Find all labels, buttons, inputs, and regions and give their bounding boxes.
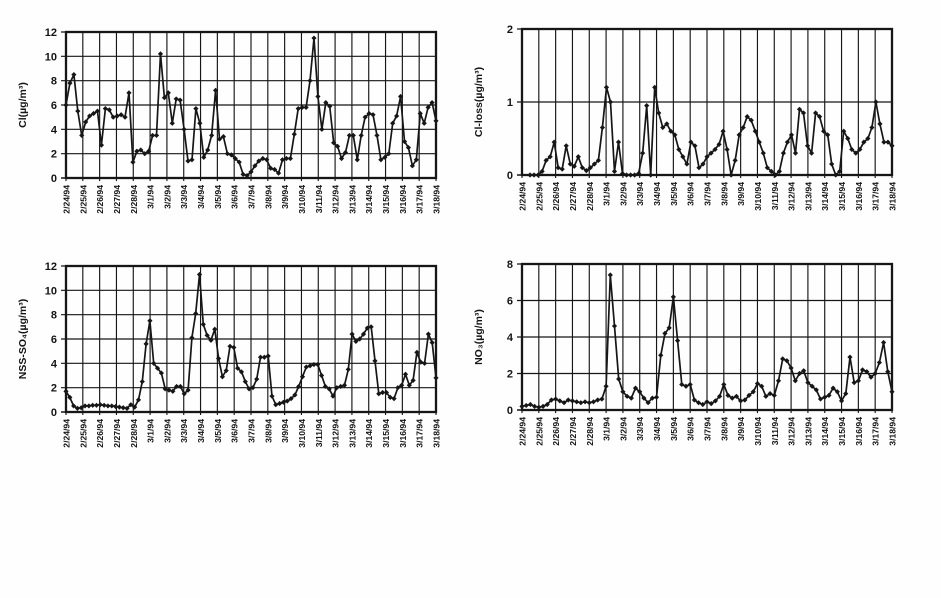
data-point-marker xyxy=(658,353,663,358)
data-point-marker xyxy=(102,403,107,408)
data-point-marker xyxy=(115,113,120,118)
chart-cl xyxy=(14,16,461,256)
x-tick-label: 3/2/94 xyxy=(162,419,173,443)
x-tick-label: 3/17/94 xyxy=(414,185,425,214)
data-point-marker xyxy=(103,106,108,111)
x-tick-label: 3/1/94 xyxy=(145,419,156,443)
data-point-marker xyxy=(98,402,103,407)
y-tick-label: 2 xyxy=(50,382,57,395)
x-tick-label: 3/18/94 xyxy=(887,417,898,446)
data-point-marker xyxy=(121,405,126,410)
x-tick-label: 3/1/94 xyxy=(601,182,612,206)
x-tick-label: 3/8/94 xyxy=(263,419,274,443)
x-tick-label: 3/17/94 xyxy=(414,419,425,448)
data-point-marker xyxy=(359,133,364,138)
x-tick-label: 2/27/94 xyxy=(111,419,122,448)
x-tick-label: 3/16/94 xyxy=(397,185,408,214)
x-tick-label: 3/6/94 xyxy=(229,185,240,209)
y-tick-label: 0 xyxy=(506,405,513,417)
x-tick-label: 3/12/94 xyxy=(330,185,341,214)
y-tick-label: 0 xyxy=(50,407,57,419)
data-point-marker xyxy=(433,375,438,380)
x-tick-label: 2/24/94 xyxy=(517,182,528,211)
chart-no3 xyxy=(470,248,917,488)
data-point-marker xyxy=(422,121,427,126)
data-point-marker xyxy=(254,377,259,382)
data-point-marker xyxy=(847,354,852,359)
x-tick-label: 3/16/94 xyxy=(397,419,408,448)
x-tick-label: 3/16/94 xyxy=(853,182,864,211)
data-point-marker xyxy=(612,323,617,328)
x-tick-label: 3/4/94 xyxy=(652,182,663,206)
x-tick-label: 3/8/94 xyxy=(263,185,274,209)
data-point-marker xyxy=(67,81,72,86)
x-tick-label: 3/9/94 xyxy=(280,185,291,209)
data-point-marker xyxy=(608,99,613,104)
data-point-marker xyxy=(94,403,99,408)
data-point-marker xyxy=(873,99,878,104)
data-point-marker xyxy=(178,98,183,103)
y-tick-label: 8 xyxy=(50,309,57,322)
data-point-marker xyxy=(71,72,76,77)
data-point-marker xyxy=(307,78,312,83)
data-point-marker xyxy=(63,102,68,107)
data-point-marker xyxy=(300,374,305,379)
data-point-marker xyxy=(426,332,431,337)
data-point-marker xyxy=(582,399,587,404)
nss-so4-timeseries-chart xyxy=(14,250,461,490)
y-tick-label: 4 xyxy=(506,332,513,344)
data-point-marker xyxy=(113,404,118,409)
data-point-marker xyxy=(212,327,217,332)
x-tick-label: 3/5/94 xyxy=(212,419,223,443)
x-tick-label: 2/24/94 xyxy=(61,419,72,448)
x-tick-label: 3/14/94 xyxy=(820,417,831,446)
y-tick-label: 4 xyxy=(50,124,57,137)
data-point-marker xyxy=(433,118,438,123)
data-point-marker xyxy=(170,121,175,126)
data-point-marker xyxy=(292,132,297,137)
y-tick-label: 4 xyxy=(50,358,57,371)
y-tick-label: 6 xyxy=(50,334,57,346)
x-tick-label: 3/5/94 xyxy=(668,417,679,441)
x-tick-label: 3/3/94 xyxy=(635,417,646,441)
data-point-marker xyxy=(829,161,834,166)
y-tick-label: 6 xyxy=(50,100,57,112)
x-tick-label: 3/4/94 xyxy=(196,419,207,443)
data-point-marker xyxy=(869,125,874,130)
x-tick-label: 2/24/94 xyxy=(517,417,528,446)
data-point-marker xyxy=(241,172,246,177)
y-axis-title: NSS-SO₄(µg/m³) xyxy=(17,298,29,380)
data-point-marker xyxy=(374,133,379,138)
x-tick-label: 3/11/94 xyxy=(313,185,324,214)
x-tick-label: 3/1/94 xyxy=(145,185,156,209)
data-point-marker xyxy=(75,108,80,113)
data-point-marker xyxy=(430,340,435,345)
y-tick-label: 8 xyxy=(506,259,513,271)
data-point-marker xyxy=(418,111,423,116)
x-tick-label: 3/11/94 xyxy=(313,419,324,448)
x-tick-label: 3/2/94 xyxy=(618,417,629,441)
data-point-marker xyxy=(319,373,324,378)
data-point-marker xyxy=(304,105,309,110)
x-tick-label: 2/27/94 xyxy=(567,417,578,446)
x-tick-label: 3/2/94 xyxy=(162,185,173,209)
x-tick-label: 3/13/94 xyxy=(347,185,358,214)
x-tick-label: 2/27/94 xyxy=(111,185,122,214)
data-point-marker xyxy=(296,106,301,111)
data-point-marker xyxy=(761,151,766,156)
y-axis-title: NO₃(µg/m³) xyxy=(473,309,485,365)
data-point-marker xyxy=(181,127,186,132)
data-point-marker xyxy=(524,403,529,408)
x-tick-label: 3/15/94 xyxy=(837,182,848,211)
data-point-marker xyxy=(355,157,360,162)
x-tick-label: 2/25/94 xyxy=(78,185,89,214)
data-point-marker xyxy=(725,147,730,152)
data-point-marker xyxy=(640,151,645,156)
y-tick-label: 2 xyxy=(506,24,513,36)
x-tick-label: 2/28/94 xyxy=(128,419,139,448)
data-point-marker xyxy=(793,151,798,156)
data-point-marker xyxy=(193,311,198,316)
x-tick-label: 2/26/94 xyxy=(551,417,562,446)
data-point-marker xyxy=(315,362,320,367)
x-tick-label: 3/16/94 xyxy=(853,417,864,446)
x-tick-label: 2/26/94 xyxy=(551,182,562,211)
x-tick-label: 2/26/94 xyxy=(95,185,106,214)
data-line xyxy=(530,87,892,175)
data-point-marker xyxy=(174,96,179,101)
data-point-marker xyxy=(616,140,621,145)
x-tick-label: 3/8/94 xyxy=(719,182,730,206)
x-tick-label: 3/11/94 xyxy=(769,182,780,211)
x-tick-label: 2/28/94 xyxy=(584,182,595,211)
data-point-marker xyxy=(311,35,316,40)
data-point-marker xyxy=(370,112,375,117)
y-axis-title: Cl(µg/m³) xyxy=(17,82,29,128)
x-tick-label: 3/18/94 xyxy=(887,182,898,211)
x-tick-label: 3/7/94 xyxy=(246,419,257,443)
data-point-marker xyxy=(603,384,608,389)
data-point-marker xyxy=(193,106,198,111)
x-tick-label: 3/6/94 xyxy=(685,182,696,206)
x-tick-label: 2/27/94 xyxy=(567,182,578,211)
x-tick-label: 2/25/94 xyxy=(534,182,545,211)
data-point-marker xyxy=(209,133,214,138)
x-tick-label: 2/25/94 xyxy=(534,417,545,446)
data-point-marker xyxy=(675,338,680,343)
x-tick-label: 3/10/94 xyxy=(296,185,307,214)
x-tick-label: 3/4/94 xyxy=(652,417,663,441)
x-tick-label: 2/26/94 xyxy=(95,419,106,448)
cl-timeseries-chart xyxy=(14,16,461,256)
x-tick-label: 3/12/94 xyxy=(786,182,797,211)
y-tick-label: 0 xyxy=(506,170,513,182)
data-point-marker xyxy=(574,399,579,404)
x-tick-label: 3/3/94 xyxy=(635,182,646,206)
data-point-marker xyxy=(140,379,145,384)
data-point-marker xyxy=(604,85,609,90)
x-tick-label: 3/5/94 xyxy=(212,185,223,209)
data-point-marker xyxy=(576,154,581,159)
x-tick-label: 3/14/94 xyxy=(364,185,375,214)
y-tick-label: 8 xyxy=(50,75,57,88)
data-point-marker xyxy=(134,149,139,154)
data-point-marker xyxy=(288,156,293,161)
data-point-marker xyxy=(519,404,524,409)
x-tick-label: 3/2/94 xyxy=(618,182,629,206)
data-point-marker xyxy=(781,151,786,156)
cl-loss-timeseries-chart xyxy=(470,13,917,253)
data-point-marker xyxy=(729,172,734,177)
chart-nss-so4 xyxy=(14,250,461,490)
data-point-marker xyxy=(216,356,221,361)
x-tick-label: 3/13/94 xyxy=(347,419,358,448)
x-tick-label: 3/15/94 xyxy=(837,417,848,446)
y-tick-label: 10 xyxy=(44,51,57,64)
data-point-marker xyxy=(197,272,202,277)
data-point-marker xyxy=(889,389,894,394)
chart-cl-loss xyxy=(470,13,917,253)
x-tick-label: 3/11/94 xyxy=(769,417,780,446)
data-point-marker xyxy=(225,151,230,156)
x-tick-label: 3/4/94 xyxy=(196,185,207,209)
data-point-marker xyxy=(403,372,408,377)
x-tick-label: 3/3/94 xyxy=(179,419,190,443)
x-tick-label: 3/6/94 xyxy=(685,417,696,441)
data-point-marker xyxy=(268,166,273,171)
y-tick-label: 12 xyxy=(44,261,57,273)
y-tick-label: 2 xyxy=(506,368,513,381)
y-tick-label: 10 xyxy=(44,285,57,298)
data-point-marker xyxy=(79,133,84,138)
x-tick-label: 3/13/94 xyxy=(803,417,814,446)
data-point-marker xyxy=(185,158,190,163)
x-tick-label: 3/1/94 xyxy=(601,417,612,441)
x-tick-label: 2/24/94 xyxy=(61,185,72,214)
data-point-marker xyxy=(720,129,725,134)
data-point-marker xyxy=(117,405,122,410)
data-point-marker xyxy=(877,360,882,365)
data-point-marker xyxy=(189,335,194,340)
x-tick-label: 3/9/94 xyxy=(736,417,747,441)
data-point-marker xyxy=(189,157,194,162)
x-tick-label: 3/3/94 xyxy=(179,185,190,209)
data-point-marker xyxy=(578,400,583,405)
x-tick-label: 3/10/94 xyxy=(296,419,307,448)
data-point-marker xyxy=(644,103,649,108)
data-point-marker xyxy=(154,133,159,138)
x-tick-label: 3/14/94 xyxy=(820,182,831,211)
data-point-marker xyxy=(109,403,114,408)
data-point-marker xyxy=(608,272,613,277)
x-tick-label: 3/18/94 xyxy=(431,419,442,448)
data-point-marker xyxy=(733,158,738,163)
data-point-marker xyxy=(201,322,206,327)
data-point-marker xyxy=(197,121,202,126)
data-point-marker xyxy=(877,121,882,126)
data-point-marker xyxy=(648,172,653,177)
x-tick-label: 3/10/94 xyxy=(752,182,763,211)
x-tick-label: 3/12/94 xyxy=(330,419,341,448)
x-tick-label: 3/15/94 xyxy=(381,185,392,214)
data-point-marker xyxy=(612,169,617,174)
data-point-marker xyxy=(721,382,726,387)
data-point-marker xyxy=(315,94,320,99)
x-tick-label: 3/12/94 xyxy=(786,417,797,446)
x-tick-label: 3/6/94 xyxy=(229,419,240,443)
x-tick-label: 3/15/94 xyxy=(381,419,392,448)
x-tick-label: 3/17/94 xyxy=(870,182,881,211)
y-tick-label: 6 xyxy=(506,295,513,308)
x-tick-label: 3/7/94 xyxy=(702,182,713,206)
data-point-marker xyxy=(600,125,605,130)
x-tick-label: 3/5/94 xyxy=(668,182,679,206)
y-tick-label: 12 xyxy=(44,27,57,39)
y-tick-label: 2 xyxy=(50,148,57,161)
x-tick-label: 2/28/94 xyxy=(584,417,595,446)
x-tick-label: 3/7/94 xyxy=(246,185,257,209)
data-point-marker xyxy=(144,341,149,346)
data-point-marker xyxy=(346,367,351,372)
data-point-marker xyxy=(296,384,301,389)
data-point-marker xyxy=(130,160,135,165)
x-tick-label: 3/9/94 xyxy=(280,419,291,443)
y-tick-label: 1 xyxy=(506,97,513,109)
data-point-marker xyxy=(564,143,569,148)
data-point-marker xyxy=(587,400,592,405)
data-point-marker xyxy=(671,294,676,299)
data-point-marker xyxy=(269,394,274,399)
x-tick-label: 3/13/94 xyxy=(803,182,814,211)
x-tick-label: 2/25/94 xyxy=(78,419,89,448)
data-point-marker xyxy=(372,358,377,363)
x-tick-label: 3/18/94 xyxy=(431,185,442,214)
data-point-marker xyxy=(319,127,324,132)
data-point-marker xyxy=(654,395,659,400)
data-point-marker xyxy=(776,378,781,383)
data-point-marker xyxy=(570,398,575,403)
x-tick-label: 2/28/94 xyxy=(128,185,139,214)
x-tick-label: 3/14/94 xyxy=(364,419,375,448)
data-point-marker xyxy=(599,396,604,401)
data-point-marker xyxy=(86,403,91,408)
x-tick-label: 3/7/94 xyxy=(702,417,713,441)
x-tick-label: 3/17/94 xyxy=(870,417,881,446)
no3-timeseries-chart xyxy=(470,248,917,488)
data-point-marker xyxy=(126,90,131,95)
data-point-marker xyxy=(264,157,269,162)
y-axis-title: Cl-loss(µg/m³) xyxy=(473,66,485,138)
data-point-marker xyxy=(881,340,886,345)
data-point-marker xyxy=(158,51,163,56)
x-tick-label: 3/8/94 xyxy=(719,417,730,441)
x-tick-label: 3/9/94 xyxy=(736,182,747,206)
data-point-marker xyxy=(147,318,152,323)
y-tick-label: 0 xyxy=(50,173,57,185)
data-point-marker xyxy=(616,376,621,381)
x-tick-label: 3/10/94 xyxy=(752,417,763,446)
